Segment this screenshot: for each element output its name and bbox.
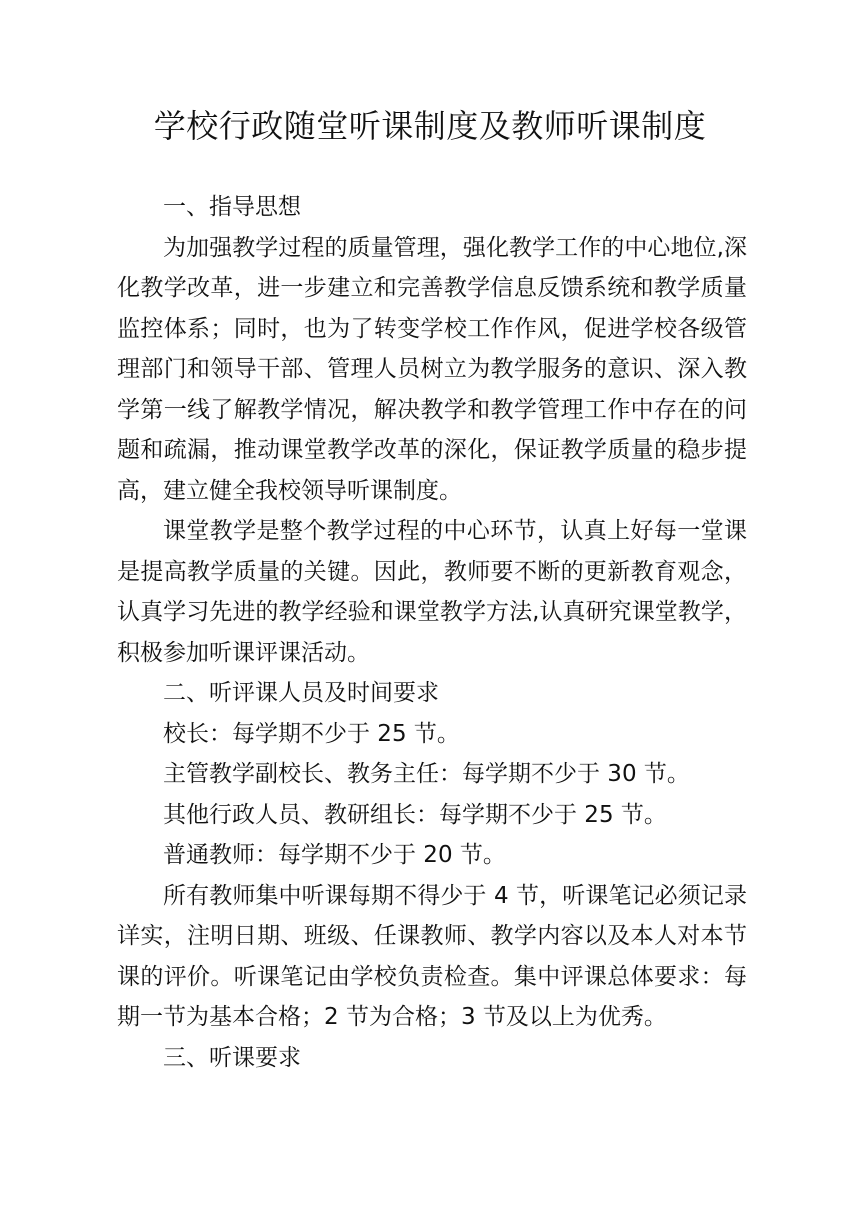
section-heading-observation-requirements: 三、听课要求 xyxy=(163,1044,301,1071)
requirement-principal: 校长：每学期不少于 25 节。 xyxy=(163,720,460,747)
paragraph-collective-observation: 所有教师集中听课每期不得少于 4 节，听课笔记必须记录详实，注明日期、班级、任课教师、教学内容以及本人对本节课的评价。听课笔记由学校负责检查。集中评课总体要求：每期一节为基本合格；2 节为合格；3 节及以上为优秀。 xyxy=(117,882,747,1030)
requirement-vice-principal: 主管教学副校长、教务主任：每学期不少于 30 节。 xyxy=(163,761,690,787)
requirement-admin-staff: 其他行政人员、教研组长：每学期不少于 25 节。 xyxy=(163,801,667,828)
document-body xyxy=(117,187,747,1078)
requirement-teachers: 普通教师：每学期不少于 20 节。 xyxy=(163,842,506,868)
section-heading-guiding-ideology: 一、指导思想 xyxy=(163,194,301,220)
section-heading-personnel-time: 二、听评课人员及时间要求 xyxy=(163,680,439,706)
paragraph-classroom-teaching: 课堂教学是整个教学过程的中心环节，认真上好每一堂课是提高教学质量的关键。因此，教师要不断的更新教育观念，认真学习先进的教学经验和课堂教学方法,认真研究课堂教学，积极参加听课评课活动。 xyxy=(117,518,747,666)
paragraph-purpose: 为加强教学过程的质量管理，强化教学工作的中心地位,深化教学改革，进一步建立和完善教学信息反馈系统和教学质量监控体系；同时，也为了转变学校工作作风，促进学校各级管理部门和领导干部、管理人员树立为教学服务的意识、深入教学第一线了解教学情况，解决教学和教学管理工作中存在的问题和疏漏，推动课堂教学改革的深化，保证教学质量的稳步提高，建立健全我校领导听课制度。 xyxy=(117,234,747,504)
document-title: 学校行政随堂听课制度及教师听课制度 xyxy=(153,107,707,145)
